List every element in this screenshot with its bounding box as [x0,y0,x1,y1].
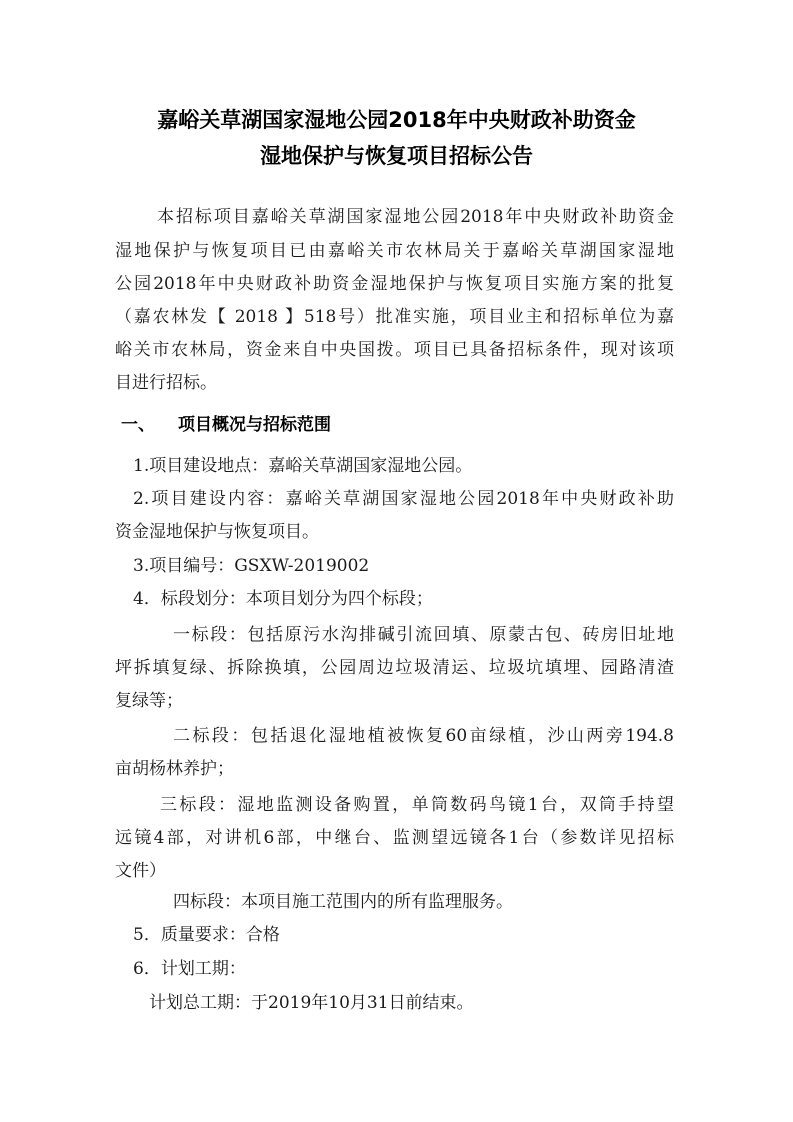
item-2-content-line-2: 资金湿地保护与恢复项目。 [115,522,319,542]
item-1-location: 1.项目建设地点：嘉峪关草湖国家湿地公园。 [133,456,473,476]
intro-line-6: 目进行招标。 [115,373,217,393]
schedule-total-duration: 计划总工期：于2019年10月31日前结束。 [149,993,474,1013]
section-1-title: 项目概况与招标范围 [178,415,331,435]
lot-3-line-3: 文件） [115,861,166,881]
intro-line-5: 峪关市农林局，资金来自中央国拨。项目已具备招标条件，现对该项 [115,340,674,360]
item-5-quality: 5．质量要求：合格 [133,925,280,945]
document-title-line-2: 湿地保护与恢复项目招标公告 [260,144,533,168]
lot-4-line: 四标段：本项目施工范围内的所有监理服务。 [173,892,513,912]
lot-1-line-1: 一标段：包括原污水沟排碱引流回填、原蒙古包、砖房旧址地 [173,625,674,645]
lot-3-line-2: 远镜4部，对讲机6部，中继台、监测望远镜各1台（参数详见招标 [115,828,674,848]
section-1-number: 一、 [121,415,155,435]
intro-line-1: 本招标项目嘉峪关草湖国家湿地公园2018年中央财政补助资金 [157,207,674,227]
item-6-schedule: 6．计划工期： [133,959,246,979]
item-3-project-number: 3.项目编号：GSXW-2019002 [133,556,370,576]
intro-line-3: 公园2018年中央财政补助资金湿地保护与恢复项目实施方案的批复 [115,274,674,294]
lot-1-line-3: 复绿等； [115,691,183,711]
lot-1-line-2: 坪拆填复绿、拆除换填，公园周边垃圾清运、垃圾坑填埋、园路清渣 [115,658,674,678]
intro-line-2: 湿地保护与恢复项目已由嘉峪关市农林局关于嘉峪关草湖国家湿地 [115,241,674,261]
lot-2-line-1: 二标段：包括退化湿地植被恢复60亩绿植，沙山两旁194.8 [173,726,674,746]
item-2-content-line-1: 2.项目建设内容：嘉峪关草湖国家湿地公园2018年中央财政补助 [133,489,674,509]
document-title-line-1: 嘉峪关草湖国家湿地公园2018年中央财政补助资金 [157,108,636,132]
intro-line-4: （嘉农林发【 2018 】518号）批准实施，项目业主和招标单位为嘉 [115,307,674,327]
item-4-lot-division: 4．标段划分：本项目划分为四个标段； [133,589,433,609]
lot-2-line-2: 亩胡杨林养护； [115,759,234,779]
lot-3-line-1: 三标段：湿地监测设备购置，单筒数码鸟镜1台，双筒手持望 [160,795,674,815]
